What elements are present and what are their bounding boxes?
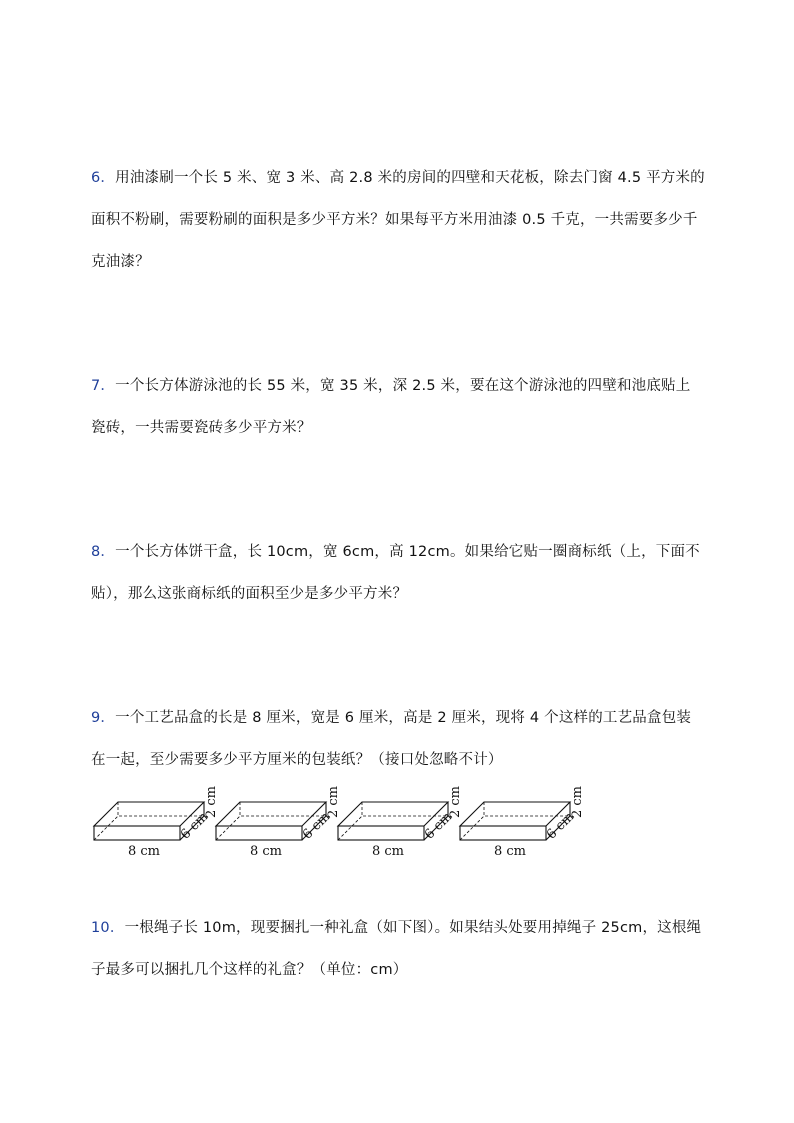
width-label: 6 cm <box>544 809 578 843</box>
box-front-face <box>94 826 180 840</box>
height-label: 2 cm <box>448 785 463 818</box>
question-text: 一个工艺品盒的长是 8 厘米，宽是 6 厘米，高是 2 厘米，现将 4 个这样的工艺品盒包装在一起，至少需要多少平方厘米的包装纸？（接口处忽略不计） <box>91 710 692 768</box>
box-front-face <box>338 826 424 840</box>
question-6 <box>91 157 705 283</box>
length-label: 8 cm <box>372 844 405 859</box>
height-label: 2 cm <box>570 785 585 818</box>
cuboid-box-3 <box>336 785 463 862</box>
question-text: 用油漆刷一个长 5 米、宽 3 米、高 2.8 米的房间的四壁和天花板，除去门窗 4.5 平方米的面积不粉刷，需要粉刷的面积是多少平方米？如果每平方米用油漆 0.5 千克，一共需要多少千克油漆？ <box>91 170 705 270</box>
question-9 <box>91 697 705 781</box>
question-number: 9． <box>91 710 116 726</box>
cuboid-box-4 <box>458 785 585 862</box>
cuboid-box-1 <box>92 785 219 862</box>
question-7 <box>91 365 705 449</box>
question-8 <box>91 531 705 615</box>
cuboid-box-2 <box>214 785 341 862</box>
question-text: 一个长方体饼干盒，长 10cm，宽 6cm，高 12cm。如果给它贴一圈商标纸（上，下面不贴），那么这张商标纸的面积至少是多少平方米？ <box>91 544 700 602</box>
gift-box-figure <box>92 785 604 862</box>
width-label: 6 cm <box>422 809 456 843</box>
height-label: 2 cm <box>326 785 341 818</box>
length-label: 8 cm <box>250 844 283 859</box>
question-text: 一根绳子长 10m，现要捆扎一种礼盒（如下图）。如果结头处要用掉绳子 25cm，这根绳子最多可以捆扎几个这样的礼盒？（单位：cm） <box>91 920 702 978</box>
length-label: 8 cm <box>128 844 161 859</box>
question-text: 一个长方体游泳池的长 55 米，宽 35 米，深 2.5 米，要在这个游泳池的四壁和池底贴上瓷砖，一共需要瓷砖多少平方米？ <box>91 378 691 436</box>
length-label: 8 cm <box>494 844 527 859</box>
question-number: 8． <box>91 544 116 560</box>
question-10 <box>91 907 705 991</box>
width-label: 6 cm <box>178 809 212 843</box>
question-number: 10． <box>91 920 125 936</box>
question-number: 7． <box>91 378 116 394</box>
box-front-face <box>460 826 546 840</box>
question-number: 6． <box>91 170 116 186</box>
box-front-face <box>216 826 302 840</box>
height-label: 2 cm <box>204 785 219 818</box>
width-label: 6 cm <box>300 809 334 843</box>
